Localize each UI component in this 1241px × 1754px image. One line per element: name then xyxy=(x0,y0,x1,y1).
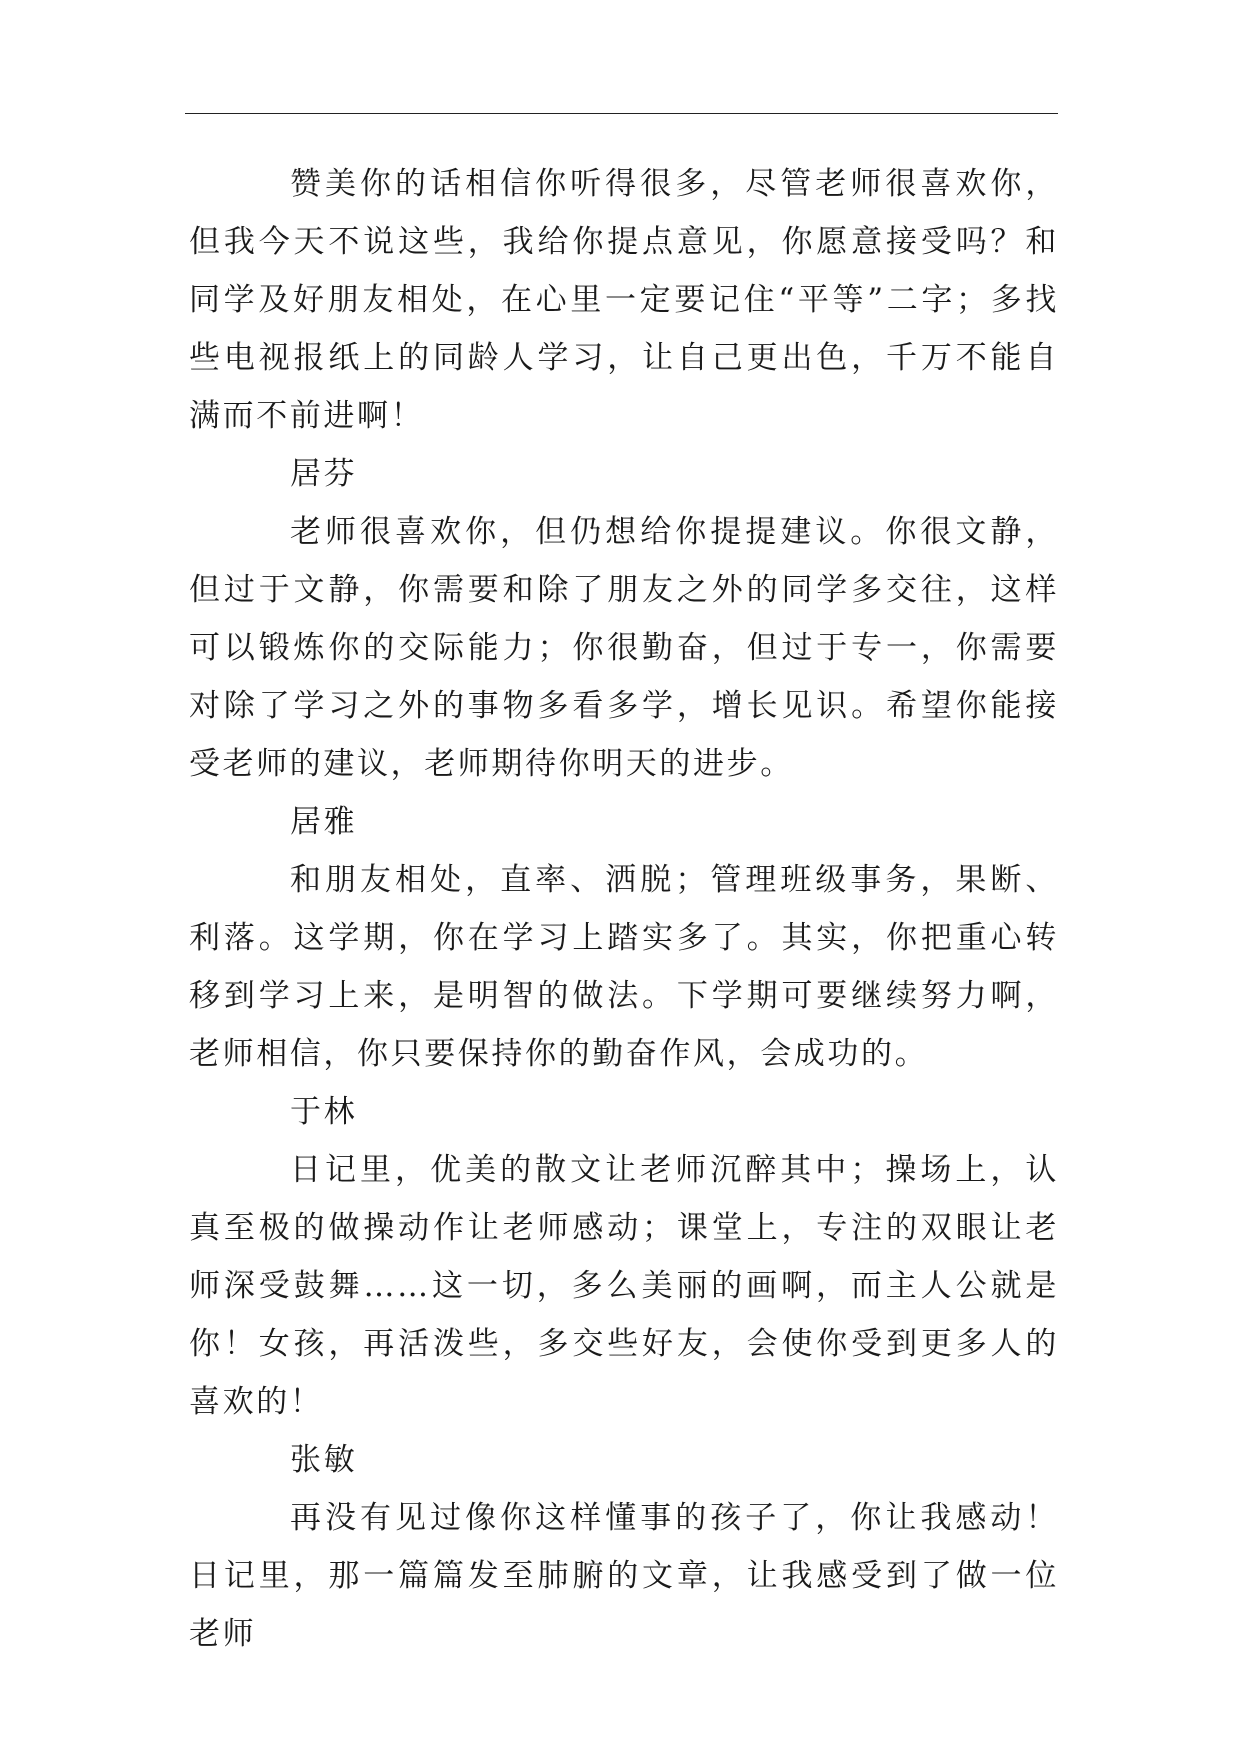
comment-paragraph: 赞美你的话相信你听得很多，尽管老师很喜欢你，但我今天不说这些，我给你提点意见，你愿意接受吗？和同学及好朋友相处，在心里一定要记住“平等”二字；多找些电视报纸上的同龄人学习，让自己更出色，千万不能自满而不前进啊！ xyxy=(189,166,1059,434)
comment-paragraph: 和朋友相处，直率、洒脱；管理班级事务，果断、利落。这学期，你在学习上踏实多了。其实，你把重心转移到学习上来，是明智的做法。下学期可要继续努力啊，老师相信，你只要保持你的勤奋作风，会成功的。 xyxy=(189,862,1059,1072)
student-name: 居芬 xyxy=(290,456,358,492)
comment-paragraph: 老师很喜欢你，但仍想给你提提建议。你很文静，但过于文静，你需要和除了朋友之外的同学多交往，这样可以锻炼你的交际能力；你很勤奋，但过于专一，你需要对除了学习之外的事物多看多学，增长见识。希望你能接受老师的建议，老师期待你明天的进步。 xyxy=(189,514,1059,782)
student-name: 居雅 xyxy=(290,804,358,840)
header-rule xyxy=(185,113,1058,114)
comment-paragraph: 再没有见过像你这样懂事的孩子了，你让我感动！日记里，那一篇篇发至肺腑的文章，让我感受到了做一位老师 xyxy=(189,1500,1059,1652)
comment-paragraph: 日记里，优美的散文让老师沉醉其中；操场上，认真至极的做操动作让老师感动；课堂上，专注的双眼让老师深受鼓舞……这一切，多么美丽的画啊，而主人公就是你！女孩，再活泼些，多交些好友，会使你受到更多人的喜欢的！ xyxy=(189,1152,1059,1420)
student-name: 于林 xyxy=(290,1094,358,1130)
student-name: 张敏 xyxy=(290,1442,358,1478)
document-body xyxy=(189,155,1059,1663)
